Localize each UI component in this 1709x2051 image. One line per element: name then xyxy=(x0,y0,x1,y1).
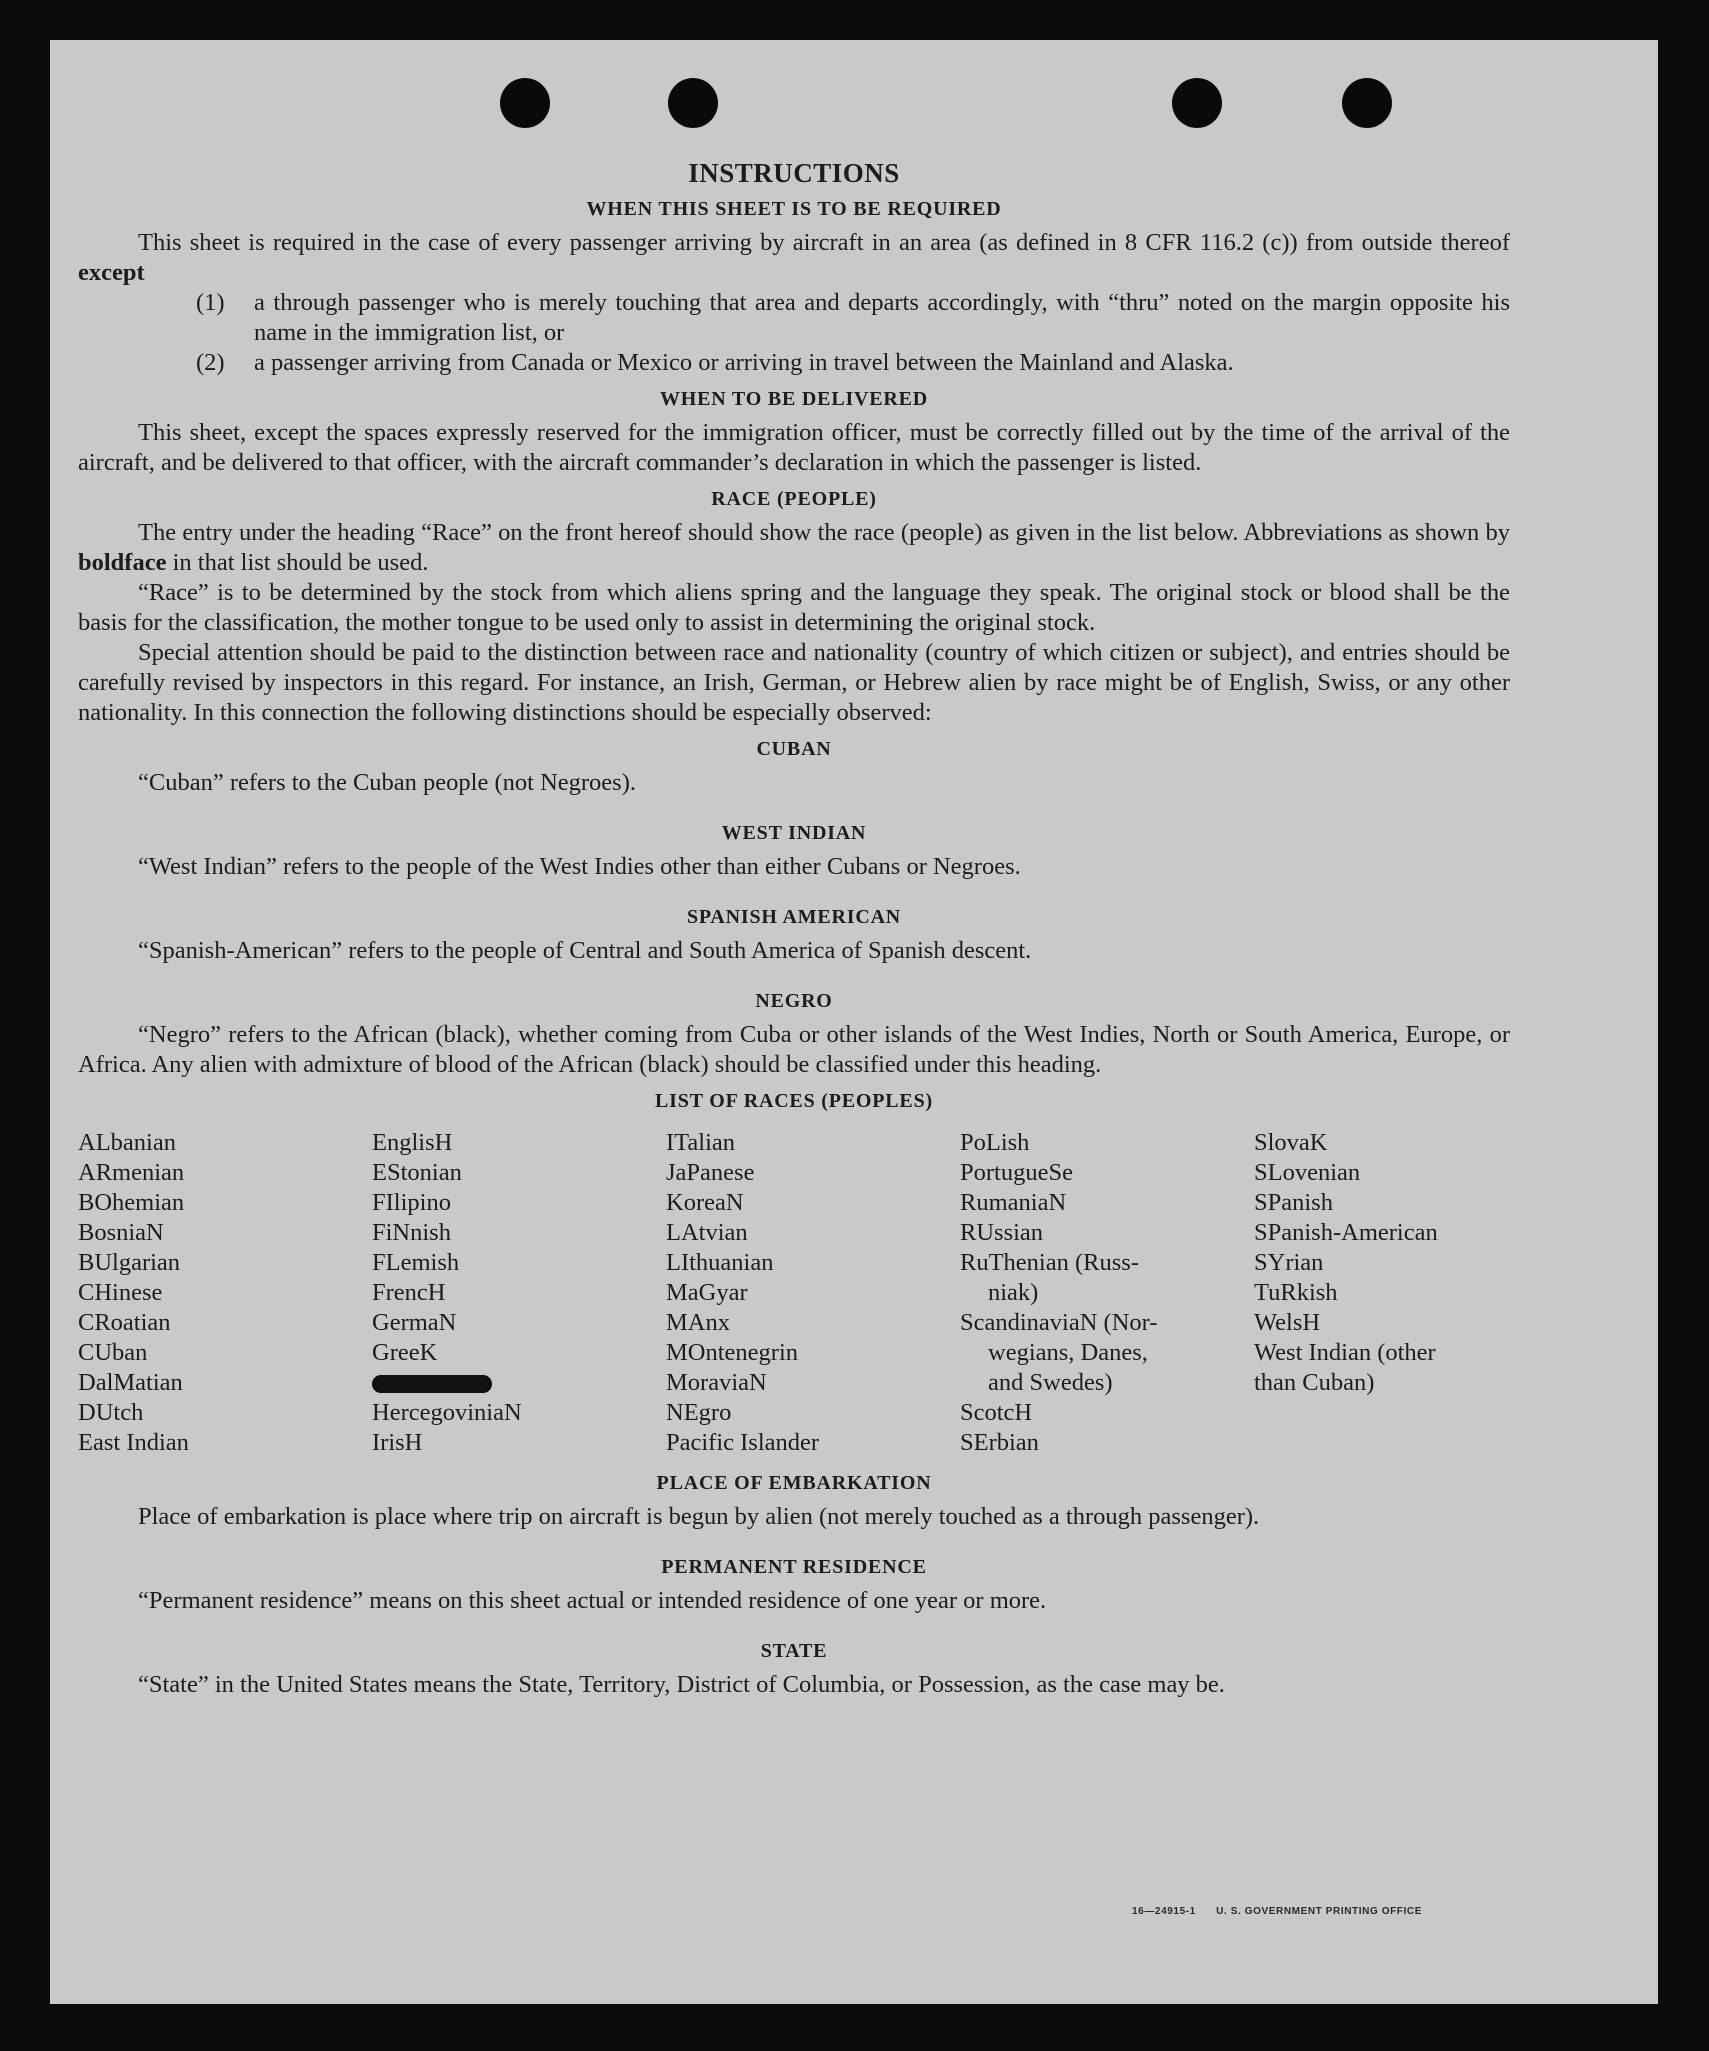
races-column-2 xyxy=(372,1128,666,1458)
race-entry: DalMatian xyxy=(78,1369,183,1396)
page-title: INSTRUCTIONS xyxy=(688,158,900,188)
race-entry: WelsH xyxy=(1254,1309,1321,1336)
race-entry: EStonian xyxy=(372,1159,462,1186)
races-column-5 xyxy=(1254,1128,1510,1458)
race-entry: CHinese xyxy=(78,1279,163,1306)
heading-negro: NEGRO xyxy=(755,990,833,1012)
race-entry: BUlgarian xyxy=(78,1249,181,1276)
race-entry: SYrian xyxy=(1254,1249,1324,1276)
race-entry: DUtch xyxy=(78,1399,144,1426)
race-entry: LAtvian xyxy=(666,1219,748,1246)
embarkation-text: Place of embarkation is place where trip on aircraft is begun by alien (not merely touched as a through passenger). xyxy=(138,1503,1260,1530)
race-entry: SPanish-American xyxy=(1254,1219,1438,1246)
heading-residence: PERMANENT RESIDENCE xyxy=(661,1556,927,1578)
race-entry: HercegoviniaN xyxy=(372,1399,522,1426)
instructions-body xyxy=(78,158,1510,1700)
required-intro: This sheet is required in the case of every passenger arriving by aircraft in an area (as defined in 8 CFR 116.2 (c)) from outside thereof except xyxy=(78,229,1510,286)
race-entry: JaPanese xyxy=(666,1159,755,1186)
race-entry: TuRkish xyxy=(1254,1279,1338,1306)
race-entry: MaGyar xyxy=(666,1279,748,1306)
race-entry: MoraviaN xyxy=(666,1369,767,1396)
form-footer: 16—24915-1 U. S. GOVERNMENT PRINTING OFFICE xyxy=(1132,1906,1422,1917)
heading-west-indian: WEST INDIAN xyxy=(721,822,867,844)
heading-state: STATE xyxy=(760,1640,828,1662)
race-entry: GreeK xyxy=(372,1339,438,1366)
race-entry: CUban xyxy=(78,1339,148,1366)
heading-required: WHEN THIS SHEET IS TO BE REQUIRED xyxy=(586,198,1002,220)
race-entry: FIlipino xyxy=(372,1189,451,1216)
cuban-text: “Cuban” refers to the Cuban people (not Negroes). xyxy=(138,769,636,796)
west-indian-text: “West Indian” refers to the people of the West Indies other than either Cubans or Negroes. xyxy=(138,853,1021,880)
negro-text: “Negro” refers to the African (black), whether coming from Cuba or other islands of the West Indies, North or South America, Europe, or Africa. Any alien with admixture of blood of the African (black) should be classified under this heading. xyxy=(78,1021,1510,1078)
race-entry: KoreaN xyxy=(666,1189,744,1216)
race-paragraph-2: “Race” is to be determined by the stock from which aliens spring and the language they speak. The original stock or blood shall be the basis for the classification, the mother tongue to be used only to assist in determining the original stock. xyxy=(78,579,1510,636)
heading-list-of-races: LIST OF RACES (PEOPLES) xyxy=(655,1090,933,1112)
race-entry: LIthuanian xyxy=(666,1249,774,1276)
race-entry: SLovenian xyxy=(1254,1159,1361,1186)
races-list xyxy=(78,1128,1510,1458)
heading-spanish-american: SPANISH AMERICAN xyxy=(686,906,902,928)
race-entry: SlovaK xyxy=(1254,1129,1328,1156)
punch-hole xyxy=(500,78,550,128)
race-entry: ALbanian xyxy=(78,1129,176,1156)
state-text: “State” in the United States means the State, Territory, District of Columbia, or Possession, as the case may be. xyxy=(138,1671,1225,1698)
race-entry: FrencH xyxy=(372,1279,446,1306)
race-entry: niak) xyxy=(988,1279,1039,1306)
race-entry: FLemish xyxy=(372,1249,460,1276)
race-entry: SPanish xyxy=(1254,1189,1333,1216)
race-entry: ITalian xyxy=(666,1129,736,1156)
required-item-1: (1) a through passenger who is merely touching that area and departs accordingly, with “thru” noted on the margin opposite his name in the immigration list, or xyxy=(196,289,1510,346)
race-entry: and Swedes) xyxy=(988,1369,1113,1396)
race-entry: ScotcH xyxy=(960,1399,1033,1426)
race-entry: wegians, Danes, xyxy=(988,1339,1148,1366)
race-entry: FiNnish xyxy=(372,1219,451,1246)
race-entry: GermaN xyxy=(372,1309,457,1336)
punch-hole xyxy=(668,78,718,128)
race-entry: East Indian xyxy=(78,1429,189,1456)
heading-cuban: CUBAN xyxy=(756,738,832,760)
race-entry: PortugueSe xyxy=(960,1159,1073,1186)
race-paragraph-1: The entry under the heading “Race” on the front hereof should show the race (people) as given in the list below. Abbreviations as shown by boldface in that list should be used. xyxy=(78,519,1510,576)
race-entry: West Indian (other xyxy=(1254,1339,1436,1366)
spanish-american-text: “Spanish-American” refers to the people of Central and South America of Spanish descent. xyxy=(138,937,1032,964)
race-entry: MAnx xyxy=(666,1309,730,1336)
races-column-1 xyxy=(78,1128,372,1458)
race-entry: SErbian xyxy=(960,1429,1039,1456)
race-entry: RUssian xyxy=(960,1219,1044,1246)
residence-text: “Permanent residence” means on this sheet actual or intended residence of one year or more. xyxy=(138,1587,1047,1614)
heading-delivered: WHEN TO BE DELIVERED xyxy=(659,388,929,410)
punch-hole xyxy=(1172,78,1222,128)
race-entry: than Cuban) xyxy=(1254,1369,1375,1396)
race-paragraph-3: Special attention should be paid to the distinction between race and nationality (country of which citizen or subject), and entries should be carefully revised by inspectors in this regard. For instance, an Irish, German, or Hebrew alien by race might be of English, Swiss, or any other nationality. In this connection the following distinctions should be especially observed: xyxy=(78,639,1510,726)
heading-embarkation: PLACE OF EMBARKATION xyxy=(656,1472,932,1494)
races-column-3 xyxy=(666,1128,960,1458)
race-entry: MOntenegrin xyxy=(666,1339,798,1366)
race-entry: RuThenian (Russ- xyxy=(960,1249,1139,1276)
required-item-2: (2) a passenger arriving from Canada or Mexico or arriving in travel between the Mainland and Alaska. xyxy=(196,349,1234,376)
race-entry: ARmenian xyxy=(78,1159,185,1186)
delivered-text: This sheet, except the spaces expressly reserved for the immigration officer, must be correctly filled out by the time of the arrival of the aircraft, and be delivered to that officer, with the aircraft commander’s declaration in which the passenger is listed. xyxy=(78,419,1510,476)
race-entry: PoLish xyxy=(960,1129,1030,1156)
race-entry: BosniaN xyxy=(78,1219,164,1246)
document-sheet xyxy=(50,40,1658,2004)
race-entry: Pacific Islander xyxy=(666,1429,820,1456)
race-entry: ScandinaviaN (Nor- xyxy=(960,1309,1158,1336)
race-entry: CRoatian xyxy=(78,1309,171,1336)
races-column-4 xyxy=(960,1128,1254,1458)
race-entry: BOhemian xyxy=(78,1189,185,1216)
race-entry: IrisH xyxy=(372,1429,423,1456)
heading-race: RACE (PEOPLE) xyxy=(711,488,877,510)
redacted-entry xyxy=(372,1368,666,1398)
race-entry: NEgro xyxy=(666,1399,732,1426)
race-entry: RumaniaN xyxy=(960,1189,1067,1216)
race-entry: EnglisH xyxy=(372,1129,453,1156)
punch-hole xyxy=(1342,78,1392,128)
